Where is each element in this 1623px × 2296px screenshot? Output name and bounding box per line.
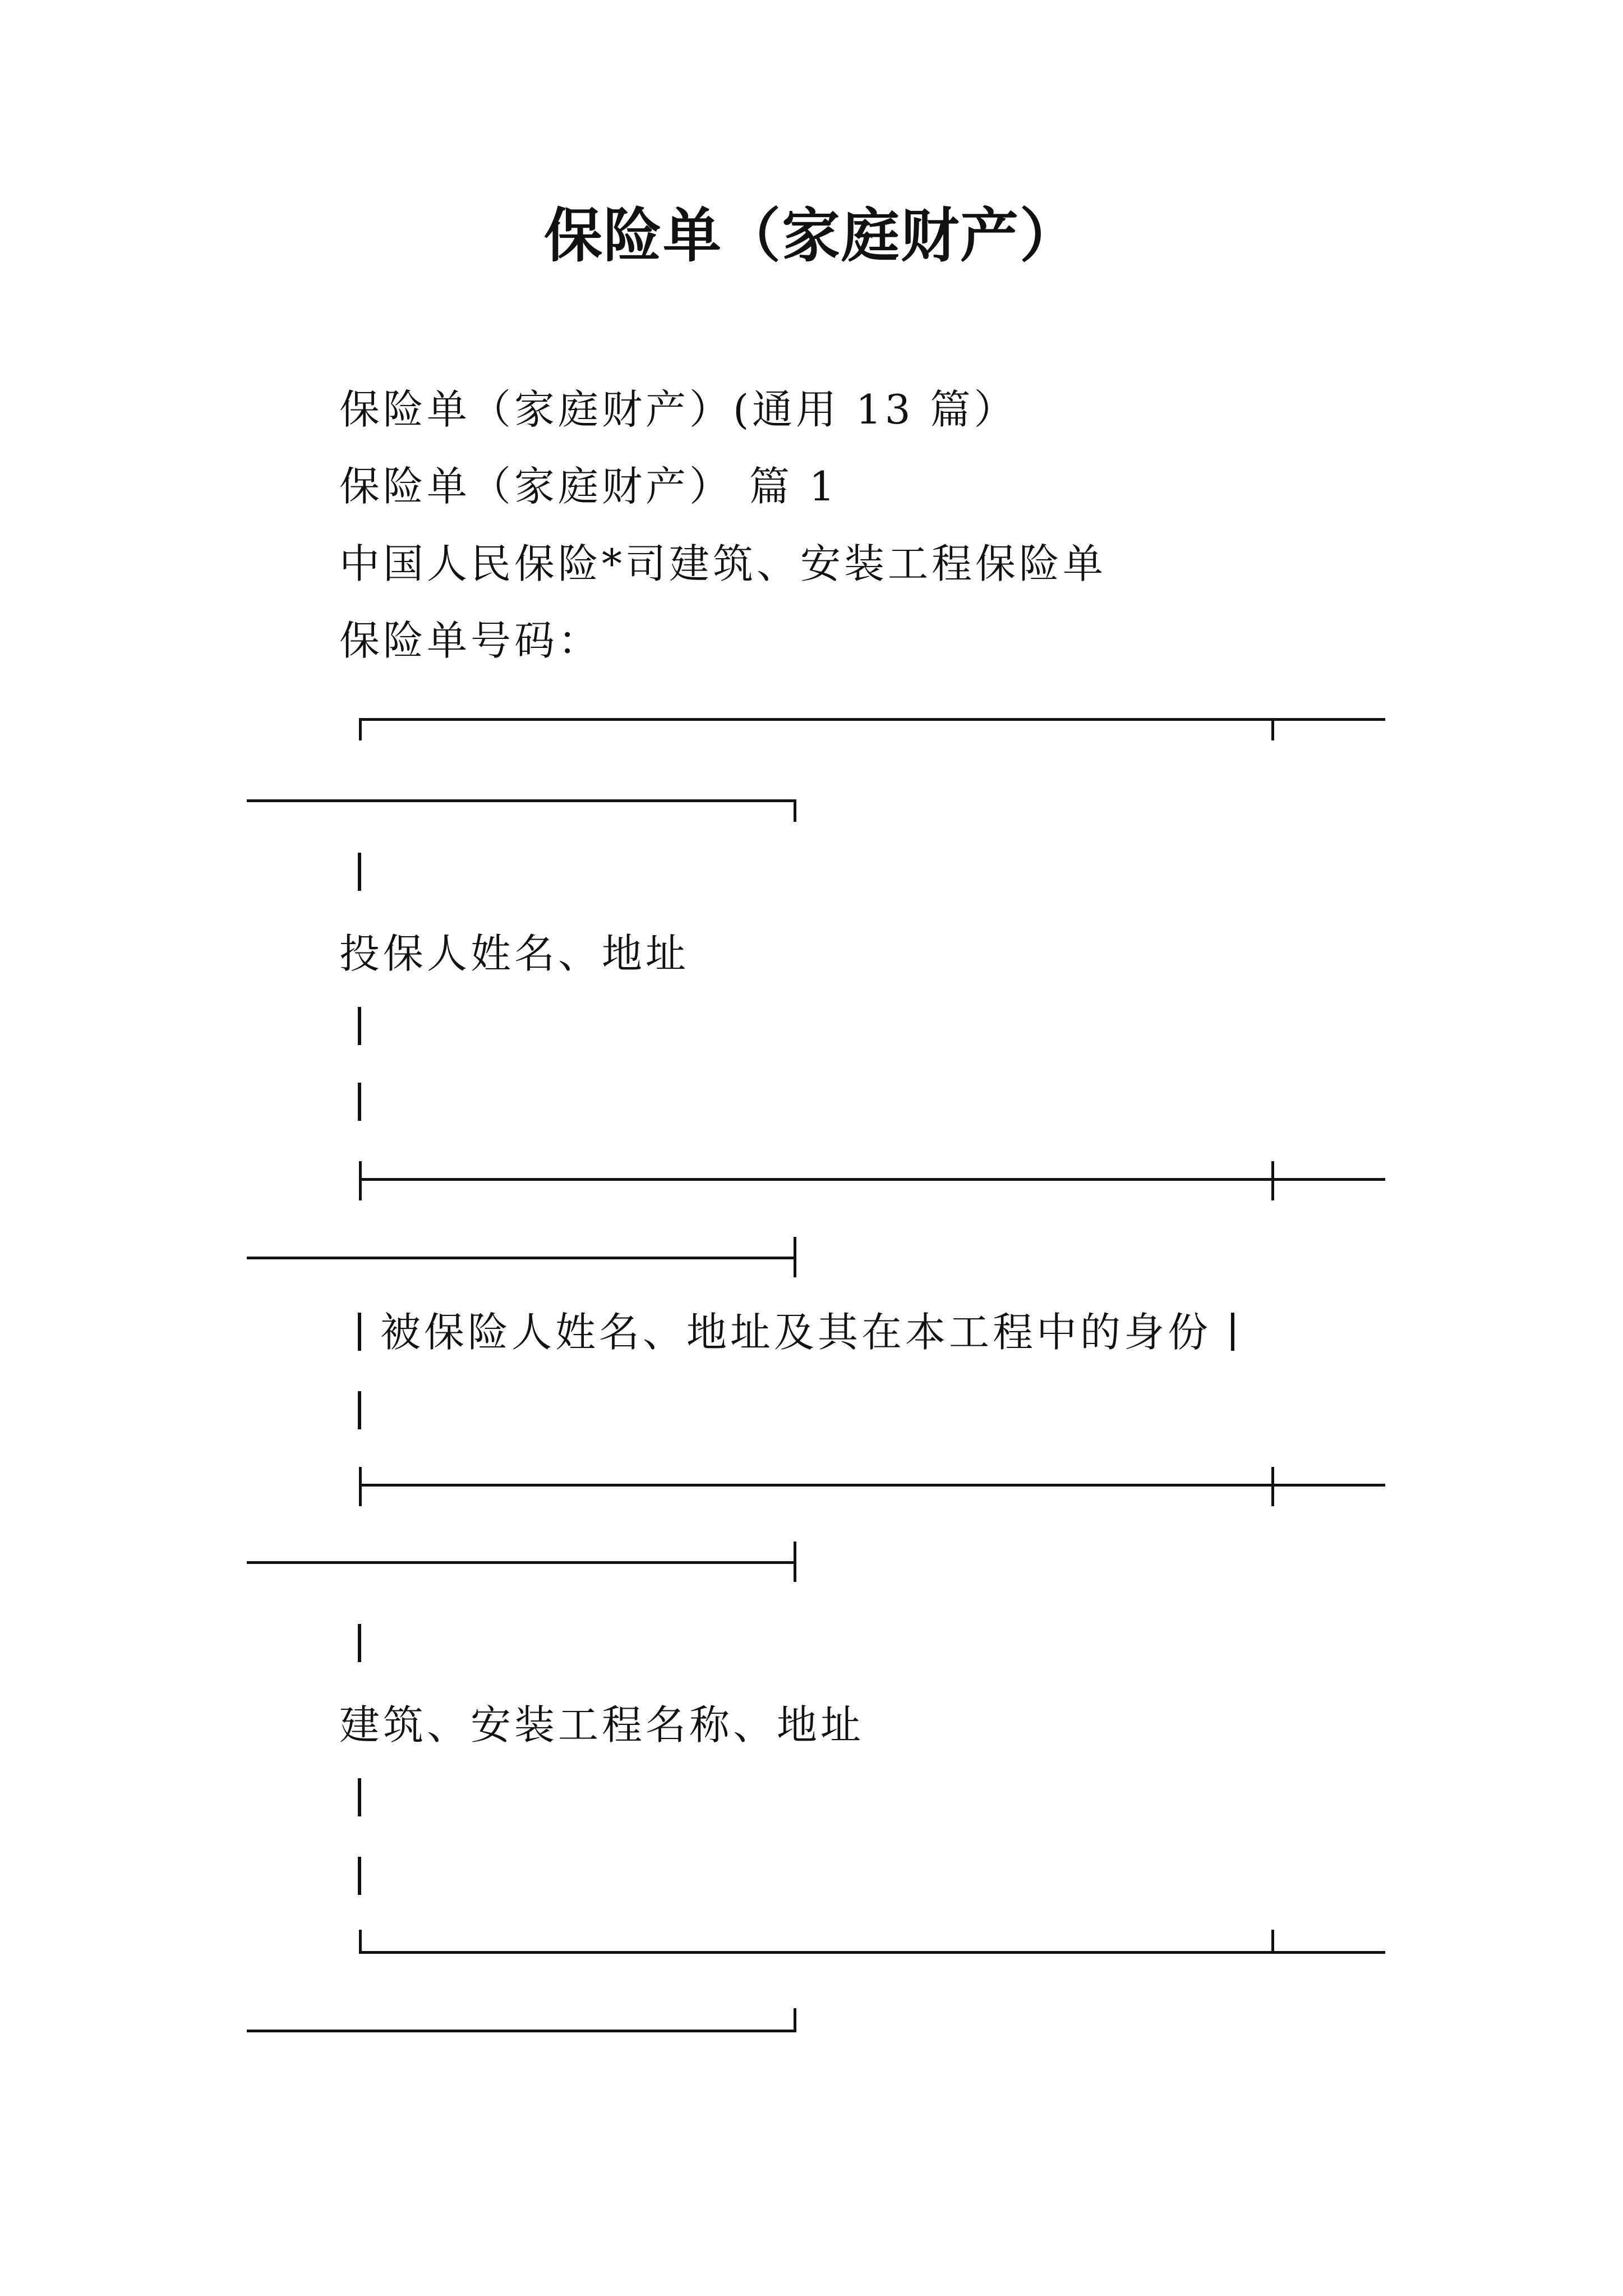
- form-border-left: [358, 1083, 361, 1121]
- form-border-left: [358, 1624, 361, 1662]
- applicant-label: 投保人姓名、地址: [339, 930, 690, 977]
- form-border-left: [358, 1313, 361, 1351]
- policy-number-label: 保险单号码：: [339, 617, 602, 664]
- form-border-left: [358, 1007, 361, 1045]
- company-line: 中国人民保险*司建筑、安装工程保险单: [339, 540, 1107, 587]
- form-border-right: [1231, 1313, 1234, 1351]
- insured-label: 被保险人姓名、地址及其在本工程中的身份: [380, 1309, 1212, 1356]
- document-title: 保险单（家庭财产）: [543, 201, 1079, 270]
- form-border-left: [358, 1391, 361, 1429]
- form-border-left: [358, 1857, 361, 1895]
- form-border-left: [358, 853, 361, 891]
- project-label: 建筑、安装工程名称、地址: [339, 1701, 865, 1749]
- heading-part-1: 保险单（家庭财产） 篇 1: [339, 463, 838, 510]
- heading-general: 保险单（家庭财产）(通用 13 篇）: [339, 386, 1018, 433]
- form-border-left: [358, 1778, 361, 1816]
